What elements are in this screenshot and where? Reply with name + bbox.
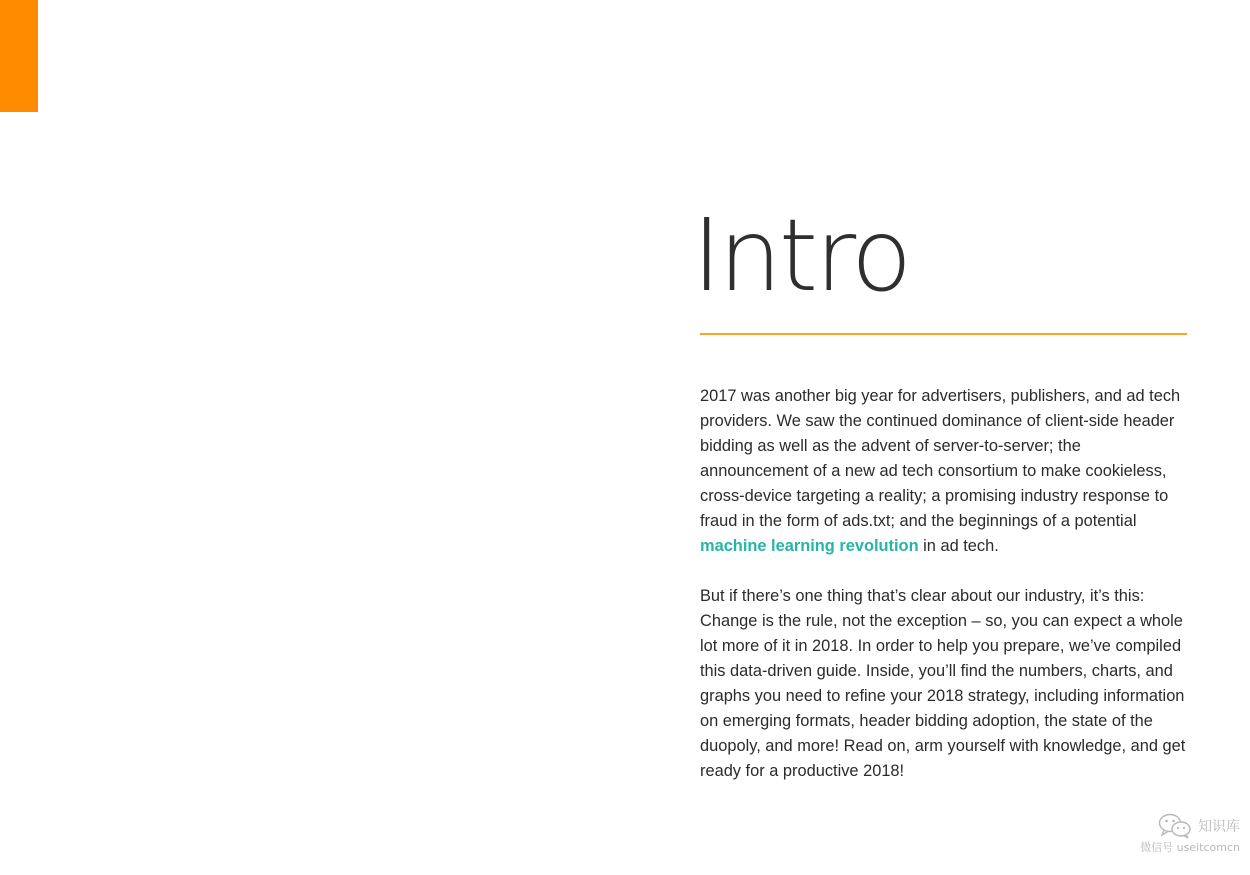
machine-learning-link[interactable]: machine learning revolution bbox=[700, 537, 919, 555]
corner-accent-tab bbox=[0, 0, 38, 112]
wechat-icon bbox=[1158, 813, 1192, 839]
watermark-account: 微信号 useitcomcn bbox=[1140, 841, 1240, 854]
watermark bbox=[1140, 813, 1240, 855]
intro-paragraph-2: But if there’s one thing that’s clear about our industry, it’s this: Change is the rule, not the exception – so, you can expect a whole lot more of it in 2018. In order to help you prepare, we’ve compiled this data-driven guide. Inside, you’ll find the numbers, charts, and graphs you need to refine your 2018 strategy, including information on emerging formats, header bidding adoption, the state of the duopoly, and more! Read on, arm yourself with knowledge, and get ready for a productive 2018! bbox=[700, 587, 1186, 780]
title-divider bbox=[700, 333, 1187, 335]
paragraph-1-text: 2017 was another big year for advertisers, publishers, and ad tech providers. We saw the continued dominance of client-side header bidding as well as the advent of server-to-server; the announcement of a new ad tech consortium to make cookieless, cross-device targeting a reality; a promising industry response to fraud in the form of ads.txt; and the beginnings of a potential bbox=[700, 387, 1181, 530]
intro-body bbox=[700, 384, 1192, 809]
watermark-top-row bbox=[1140, 813, 1240, 839]
watermark-name: 知识库 bbox=[1198, 819, 1240, 835]
paragraph-1-tail: in ad tech. bbox=[918, 537, 999, 555]
intro-paragraph-1 bbox=[700, 384, 1192, 559]
page-title: Intro bbox=[692, 197, 910, 314]
